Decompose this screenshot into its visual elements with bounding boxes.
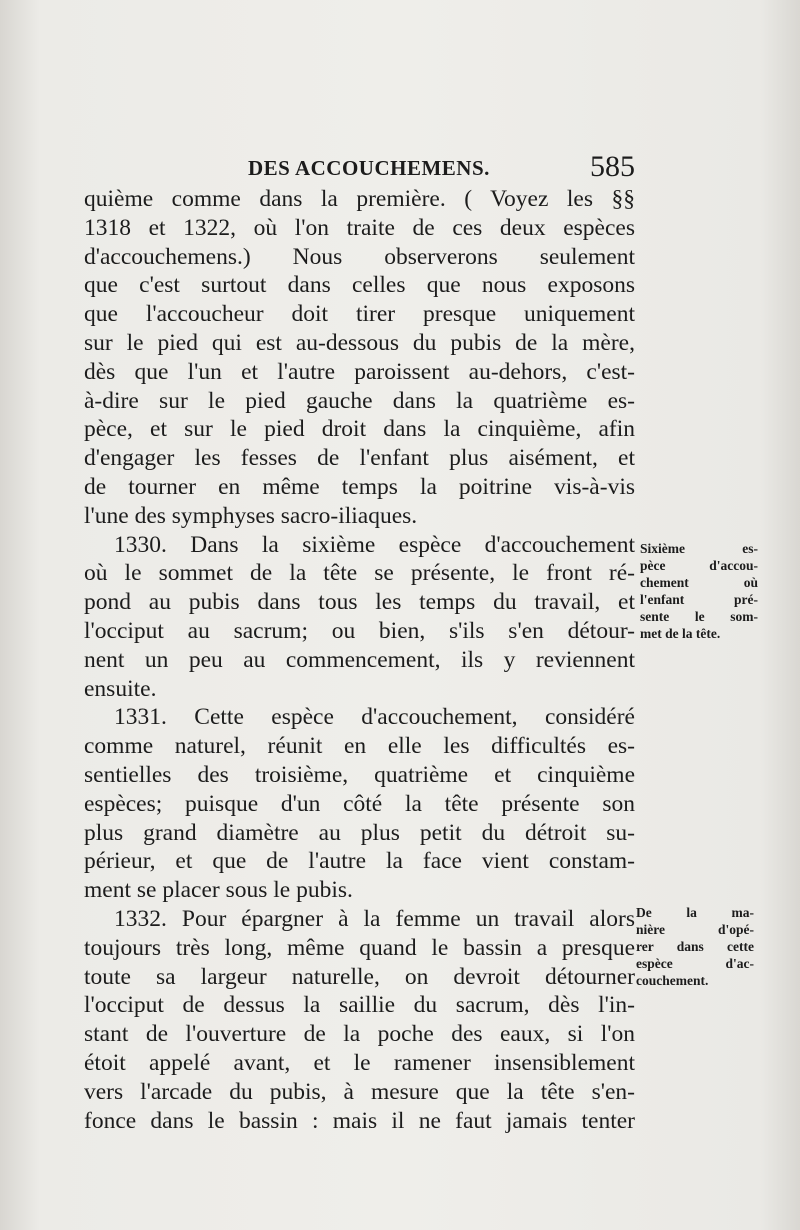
text-line: sentielles des troisième, quatrième et cinquième <box>84 761 635 788</box>
margin-note-line: Sixième es- <box>640 541 758 556</box>
page-header <box>0 150 800 190</box>
text-line: stant de l'ouverture de la poche des eaux, si l'on <box>84 1021 635 1048</box>
text-line: 1318 et 1322, où l'on traite de ces deux espèces <box>84 214 635 241</box>
text-line: vers l'arcade du pubis, à mesure que la tête s'en- <box>84 1078 635 1105</box>
margin-note-maniere-operer <box>636 904 754 989</box>
text-line: fonce dans le bassin : mais il ne faut jamais tenter <box>84 1107 635 1134</box>
text-line: d'accouchemens.) Nous observerons seulement <box>84 243 635 270</box>
paragraph-end-line: ment se placer sous le pubis. <box>84 877 353 904</box>
paragraph-end-line: ensuite. <box>84 675 157 702</box>
text-line: quième comme dans la première. ( Voyez les §§ <box>84 186 635 212</box>
margin-note-line: met de la tête. <box>640 626 721 641</box>
text-line: l'occiput de dessus la saillie du sacrum, dès l'in- <box>84 992 635 1019</box>
section-1332-start: 1332. Pour épargner à la femme un travail alors <box>114 905 635 932</box>
text-line: sur le pied qui est au-dessous du pubis de la mère, <box>84 329 635 356</box>
section-1330-start: 1330. Dans la sixième espèce d'accouchement <box>114 531 635 558</box>
text-line: l'occiput au sacrum; ou bien, s'ils s'en détour- <box>84 617 635 644</box>
margin-note-line: nière d'opé- <box>636 922 754 937</box>
text-line: de tourner en même temps la poitrine vis-à-vis <box>84 473 635 500</box>
text-line: pèce, et sur le pied droit dans la cinquième, afin <box>84 416 635 443</box>
margin-note-sixieme-espece <box>640 540 758 642</box>
text-line: comme naturel, réunit en elle les difficultés es- <box>84 733 635 760</box>
margin-note-line: sente le som- <box>640 609 758 624</box>
paragraph-end-line: l'une des symphyses sacro-iliaques. <box>84 502 418 529</box>
text-line: périeur, et que de l'autre la face vient constam- <box>84 848 635 875</box>
margin-note-line: couchement. <box>636 973 709 988</box>
margin-note-line: chement où <box>640 575 758 590</box>
text-line: pond au pubis dans tous les temps du travail, et <box>84 589 635 616</box>
text-line: toute sa largeur naturelle, on devroit détourner <box>84 963 635 990</box>
text-line: dès que l'un et l'autre paroissent au-dehors, c'est- <box>84 358 635 385</box>
running-title: DES ACCOUCHEMENS. <box>248 156 490 180</box>
page-number: 585 <box>590 150 635 183</box>
body-text <box>84 185 635 1135</box>
margin-note-line: l'enfant pré- <box>640 592 758 607</box>
text-line: étoit appelé avant, et le ramener insensiblement <box>84 1049 635 1076</box>
margin-note-line: pèce d'accou- <box>640 558 758 573</box>
text-line: plus grand diamètre au plus petit du détroit su- <box>84 819 635 846</box>
margin-note-line: De la ma- <box>636 905 754 920</box>
text-line: où le sommet de la tête se présente, le front ré- <box>84 560 635 587</box>
text-line: nent un peu au commencement, ils y reviennent <box>84 646 635 673</box>
text-line: que l'accoucheur doit tirer presque uniquement <box>84 301 635 328</box>
section-1331-start: 1331. Cette espèce d'accouchement, considéré <box>114 704 635 731</box>
text-line: toujours très long, même quand le bassin a presque <box>84 934 635 961</box>
text-line: à-dire sur le pied gauche dans la quatrième es- <box>84 387 635 414</box>
text-line: espèces; puisque d'un côté la tête présente son <box>84 790 635 817</box>
margin-note-line: espèce d'ac- <box>636 956 754 971</box>
text-line: d'engager les fesses de l'enfant plus aisément, et <box>84 445 635 472</box>
margin-note-line: rer dans cette <box>636 939 754 954</box>
text-line: que c'est surtout dans celles que nous exposons <box>84 272 635 299</box>
